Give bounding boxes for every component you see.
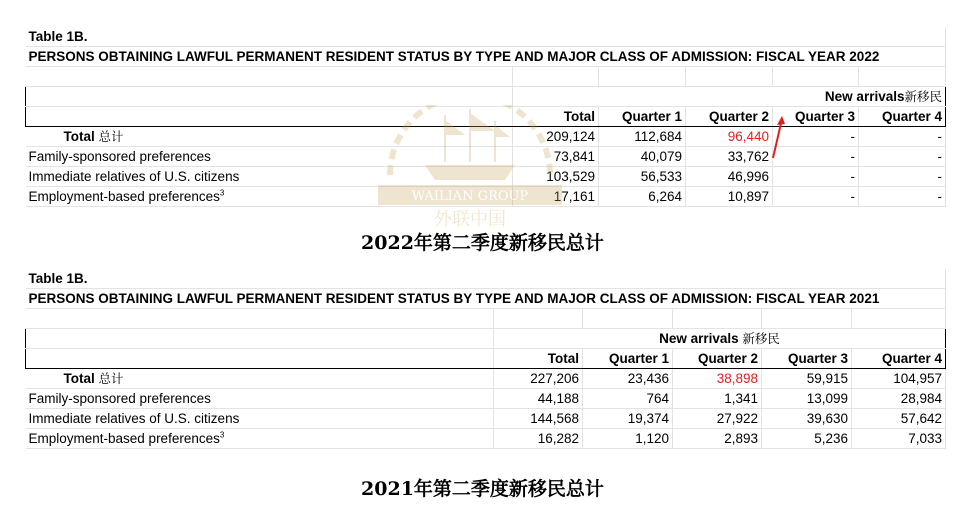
cell: 33,762 (686, 147, 773, 167)
cell: 1,120 (583, 429, 673, 449)
col-header-quarter-4: Quarter 4 (852, 349, 946, 369)
cell: - (859, 167, 946, 187)
cell: 28,984 (852, 389, 946, 409)
cell: - (773, 187, 859, 207)
col-header-total: Total (513, 107, 599, 127)
table-title: PERSONS OBTAINING LAWFUL PERMANENT RESIDENT STATUS BY TYPE AND MAJOR CLASS OF ADMISSION: FISCAL YEAR 2022 (26, 47, 946, 67)
col-header-quarter-3: Quarter 3 (773, 107, 859, 127)
cell: - (773, 127, 859, 147)
cell: 7,033 (852, 429, 946, 449)
row-label: Family-sponsored preferences (26, 389, 494, 409)
col-header-quarter-4: Quarter 4 (859, 107, 946, 127)
cell: 57,642 (852, 409, 946, 429)
col-header-quarter-2: Quarter 2 (673, 349, 762, 369)
watermark-text: WAILIAN GROUP (411, 189, 529, 204)
col-header-total: Total (494, 349, 583, 369)
cell: 40,079 (599, 147, 686, 167)
cell: 59,915 (762, 369, 852, 389)
cell: 1,341 (673, 389, 762, 409)
table-row (26, 127, 946, 147)
table-row (26, 389, 946, 409)
new-arrivals-header: New arrivals新移民 (513, 87, 946, 107)
cell: 10,897 (686, 187, 773, 207)
col-header-quarter-3: Quarter 3 (762, 349, 852, 369)
caption-2021: 2021年第二季度新移民总计 (361, 478, 604, 500)
highlighted-cell: 96,440 (686, 127, 773, 147)
table-title: PERSONS OBTAINING LAWFUL PERMANENT RESIDENT STATUS BY TYPE AND MAJOR CLASS OF ADMISSION: FISCAL YEAR 2021 (26, 289, 946, 309)
row-label: Employment-based preferences$^3$ (26, 187, 513, 207)
caption-2022: 2022年第二季度新移民总计 (361, 232, 604, 254)
row-label: Family-sponsored preferences (26, 147, 513, 167)
col-header-quarter-1: Quarter 1 (583, 349, 673, 369)
cell: 104,957 (852, 369, 946, 389)
row-label: Immediate relatives of U.S. citizens (26, 409, 494, 429)
cell: 44,188 (494, 389, 583, 409)
cell: 13,099 (762, 389, 852, 409)
table-label: Table 1B. (26, 269, 946, 289)
table-row (26, 147, 946, 167)
table-row (26, 369, 946, 389)
col-header-quarter-1: Quarter 1 (599, 107, 686, 127)
cell: 16,282 (494, 429, 583, 449)
row-label-total: Total 总计 (26, 127, 513, 147)
cell: 112,684 (599, 127, 686, 147)
cell: 39,630 (762, 409, 852, 429)
cell: 19,374 (583, 409, 673, 429)
cell: - (773, 147, 859, 167)
cell: 764 (583, 389, 673, 409)
cell: 56,533 (599, 167, 686, 187)
table-fy2021 (25, 269, 946, 449)
highlighted-cell: 38,898 (673, 369, 762, 389)
cell: - (773, 167, 859, 187)
table-row (26, 429, 946, 449)
row-label: Immediate relatives of U.S. citizens (26, 167, 513, 187)
row-label-total: Total 总计 (26, 369, 494, 389)
table-label: Table 1B. (26, 27, 946, 47)
col-header-quarter-2: Quarter 2 (686, 107, 773, 127)
watermark-text-cn: 外联中国 (434, 209, 506, 230)
table-fy2022 (25, 27, 946, 207)
table-row (26, 409, 946, 429)
cell: 2,893 (673, 429, 762, 449)
cell: 17,161 (513, 187, 599, 207)
cell: 6,264 (599, 187, 686, 207)
cell: 27,922 (673, 409, 762, 429)
cell: - (859, 147, 946, 167)
new-arrivals-header: New arrivals 新移民 (494, 329, 946, 349)
cell: 23,436 (583, 369, 673, 389)
cell: 103,529 (513, 167, 599, 187)
cell: - (859, 127, 946, 147)
cell: 46,996 (686, 167, 773, 187)
cell: 5,236 (762, 429, 852, 449)
table-row (26, 187, 946, 207)
cell: 73,841 (513, 147, 599, 167)
cell: 227,206 (494, 369, 583, 389)
cell: 144,568 (494, 409, 583, 429)
cell: - (859, 187, 946, 207)
cell: 209,124 (513, 127, 599, 147)
table-row (26, 167, 946, 187)
row-label: Employment-based preferences$^3$ (26, 429, 494, 449)
